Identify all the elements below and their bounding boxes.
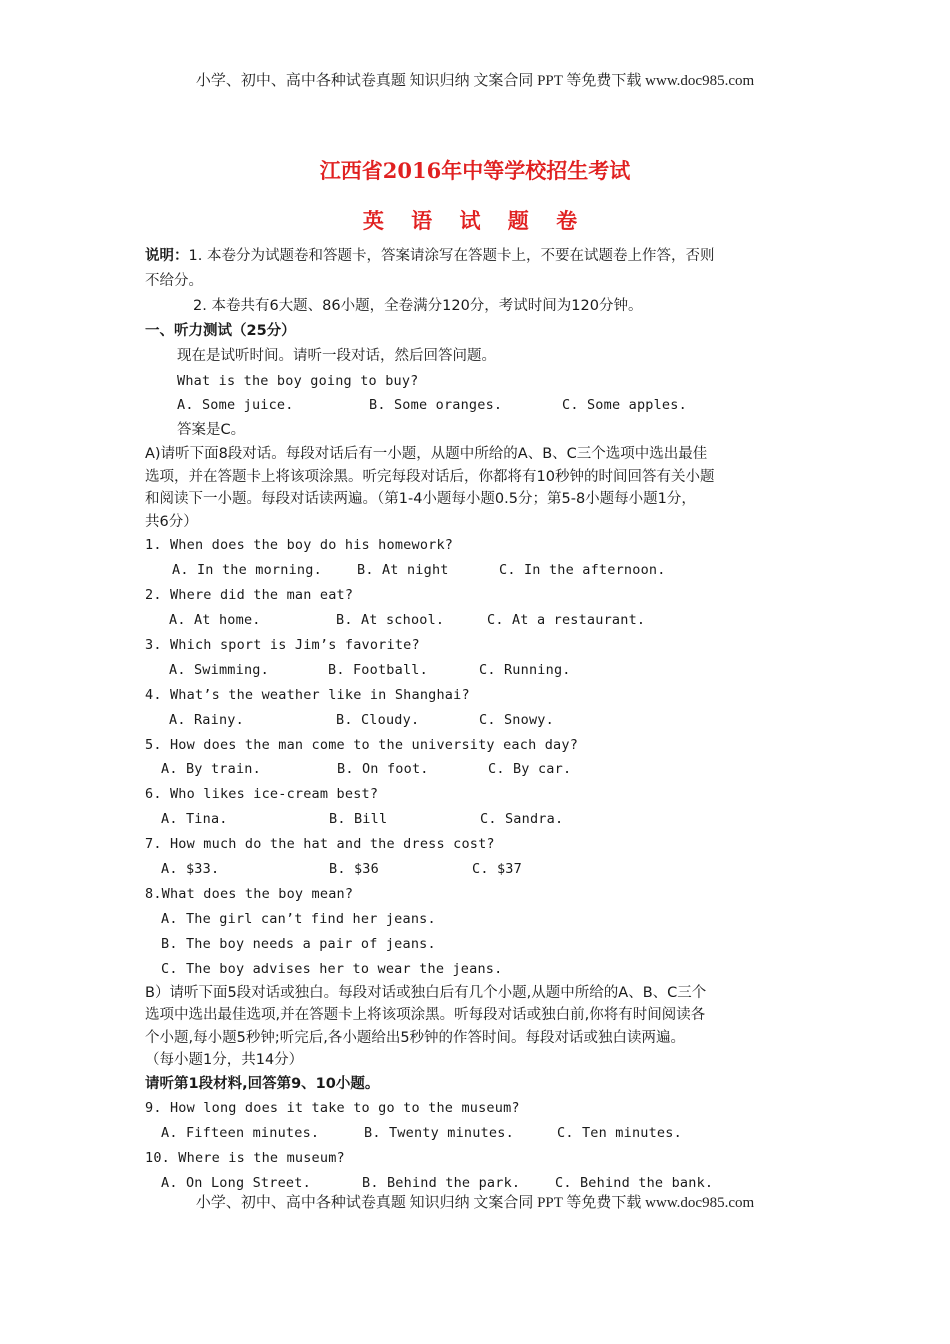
- option-c: C. Behind the bank.: [555, 1175, 714, 1192]
- example-options: [145, 393, 810, 418]
- option-b: B. At school.: [336, 611, 445, 628]
- question-4: 4. What’s the weather like in Shanghai?: [145, 686, 470, 703]
- option-c: C. $37: [472, 861, 522, 878]
- option-b: B. $36: [329, 861, 379, 878]
- option-b: B. Twenty minutes.: [364, 1125, 514, 1142]
- example-answer: 答案是C。: [177, 422, 246, 439]
- option-c: C. In the afternoon.: [499, 562, 666, 579]
- question-6: 6. Who likes ice-cream best?: [145, 786, 379, 803]
- option-c: C. At a restaurant.: [487, 611, 646, 628]
- option-b: B. Cloudy.: [336, 711, 420, 728]
- page-header: 小学、初中、高中各种试卷真题 知识归纳 文案合同 PPT 等免费下载 www.doc985.com: [195, 73, 755, 89]
- question-4-options: [145, 708, 810, 733]
- question-9-options: [145, 1121, 810, 1146]
- question-10: 10. Where is the museum?: [145, 1150, 345, 1167]
- question-8-option-b: B. The boy needs a pair of jeans.: [161, 935, 436, 952]
- instruction-2: 2. 本卷共有6大题、86小题，全卷满分120分，考试时间为120分钟。: [193, 297, 643, 314]
- question-6-options: [145, 807, 810, 832]
- option-b: B. Behind the park.: [362, 1175, 521, 1192]
- question-7: 7. How much do the hat and the dress cost?: [145, 836, 495, 853]
- question-3-options: [145, 658, 810, 683]
- part-a-line: 和阅读下一小题。每段对话读两遍。（第1-4小题每小题0.5分；第5-8小题每小题1分，: [145, 491, 696, 508]
- instructions-line-1: [145, 244, 810, 269]
- option-c: C. Snowy.: [479, 711, 554, 728]
- option-b: B. Bill: [329, 811, 388, 828]
- option-a: A. $33.: [161, 861, 220, 878]
- exam-body: [145, 244, 810, 1196]
- question-3: 3. Which sport is Jim’s favorite?: [145, 636, 420, 653]
- part-b-line: B）请听下面5段对话或独白。每段对话或独白后有几个小题,从题中所给的A、B、C三个: [145, 984, 707, 1001]
- question-9: 9. How long does it take to go to the museum?: [145, 1100, 520, 1117]
- question-2: 2. Where did the man eat?: [145, 587, 354, 604]
- question-2-options: [145, 608, 810, 633]
- question-8-option-a: A. The girl can’t find her jeans.: [161, 910, 436, 927]
- question-7-options: [145, 857, 810, 882]
- option-c: C. Sandra.: [480, 811, 564, 828]
- part-a-instructions: [145, 443, 810, 533]
- question-5-options: [145, 757, 810, 782]
- question-5: 5. How does the man come to the university each day?: [145, 736, 579, 753]
- question-1: 1. When does the boy do his homework?: [145, 537, 454, 554]
- option-b: B. At night: [357, 562, 449, 579]
- instructions-line-2: 不给分。: [145, 272, 203, 289]
- option-c: C. Running.: [479, 661, 571, 678]
- material-1-heading: 请听第1段材料,回答第9、10小题。: [145, 1075, 380, 1092]
- option-a: A. At home.: [169, 611, 261, 628]
- example-question: What is the boy going to buy?: [177, 372, 419, 389]
- exam-subtitle: 英 语 试 题 卷: [362, 208, 588, 233]
- question-8-option-c: C. The boy advises her to wear the jeans.: [161, 960, 503, 977]
- option-b: B. Football.: [328, 661, 428, 678]
- option-a: A. On Long Street.: [161, 1175, 311, 1192]
- option-c: C. Ten minutes.: [557, 1125, 682, 1142]
- option-c: C. Some apples.: [562, 397, 687, 414]
- part-b-line: （每小题1分，共14分）: [145, 1052, 304, 1069]
- exam-title: 江西省2016年中等学校招生考试: [319, 158, 631, 183]
- option-a: A. In the morning.: [172, 562, 322, 579]
- part-a-line: 共6分）: [145, 513, 198, 530]
- option-a: A. Some juice.: [177, 397, 294, 414]
- question-8: 8.What does the boy mean?: [145, 885, 354, 902]
- question-list: [145, 533, 810, 981]
- part-b-line: 选项中选出最佳选项,并在答题卡上将该项涂黑。听每段对话或独白前,你将有时间阅读各: [145, 1007, 706, 1024]
- option-a: A. By train.: [161, 761, 261, 778]
- example-intro: 现在是试听时间。请听一段对话，然后回答问题。: [177, 347, 496, 364]
- question-1-options: [145, 558, 810, 583]
- option-a: A. Swimming.: [169, 661, 269, 678]
- option-b: B. Some oranges.: [369, 397, 503, 414]
- page-footer: 小学、初中、高中各种试卷真题 知识归纳 文案合同 PPT 等免费下载 www.doc985.com: [195, 1195, 755, 1211]
- part-a-line: 选项，并在答题卡上将该项涂黑。听完每段对话后，你都将有10秒钟的时间回答有关小题: [145, 468, 715, 485]
- option-b: B. On foot.: [337, 761, 429, 778]
- option-a: A. Tina.: [161, 811, 228, 828]
- instruction-1: 1. 本卷分为试题卷和答题卡，答案请涂写在答题卡上，不要在试题卷上作答，否则: [188, 248, 715, 264]
- instructions-label: 说明：: [145, 248, 189, 264]
- option-a: A. Rainy.: [169, 711, 244, 728]
- part-b-line: 个小题,每小题5秒钟;听完后,各小题给出5秒钟的作答时间。每段对话或独白读两遍。: [145, 1029, 686, 1046]
- part-a-line: A)请听下面8段对话。每段对话后有一小题，从题中所给的A、B、C三个选项中选出最佳: [145, 446, 708, 463]
- option-c: C. By car.: [488, 761, 572, 778]
- part-b-instructions: [145, 982, 810, 1072]
- option-a: A. Fifteen minutes.: [161, 1125, 320, 1142]
- section-1-heading: 一、听力测试（25分）: [145, 322, 296, 339]
